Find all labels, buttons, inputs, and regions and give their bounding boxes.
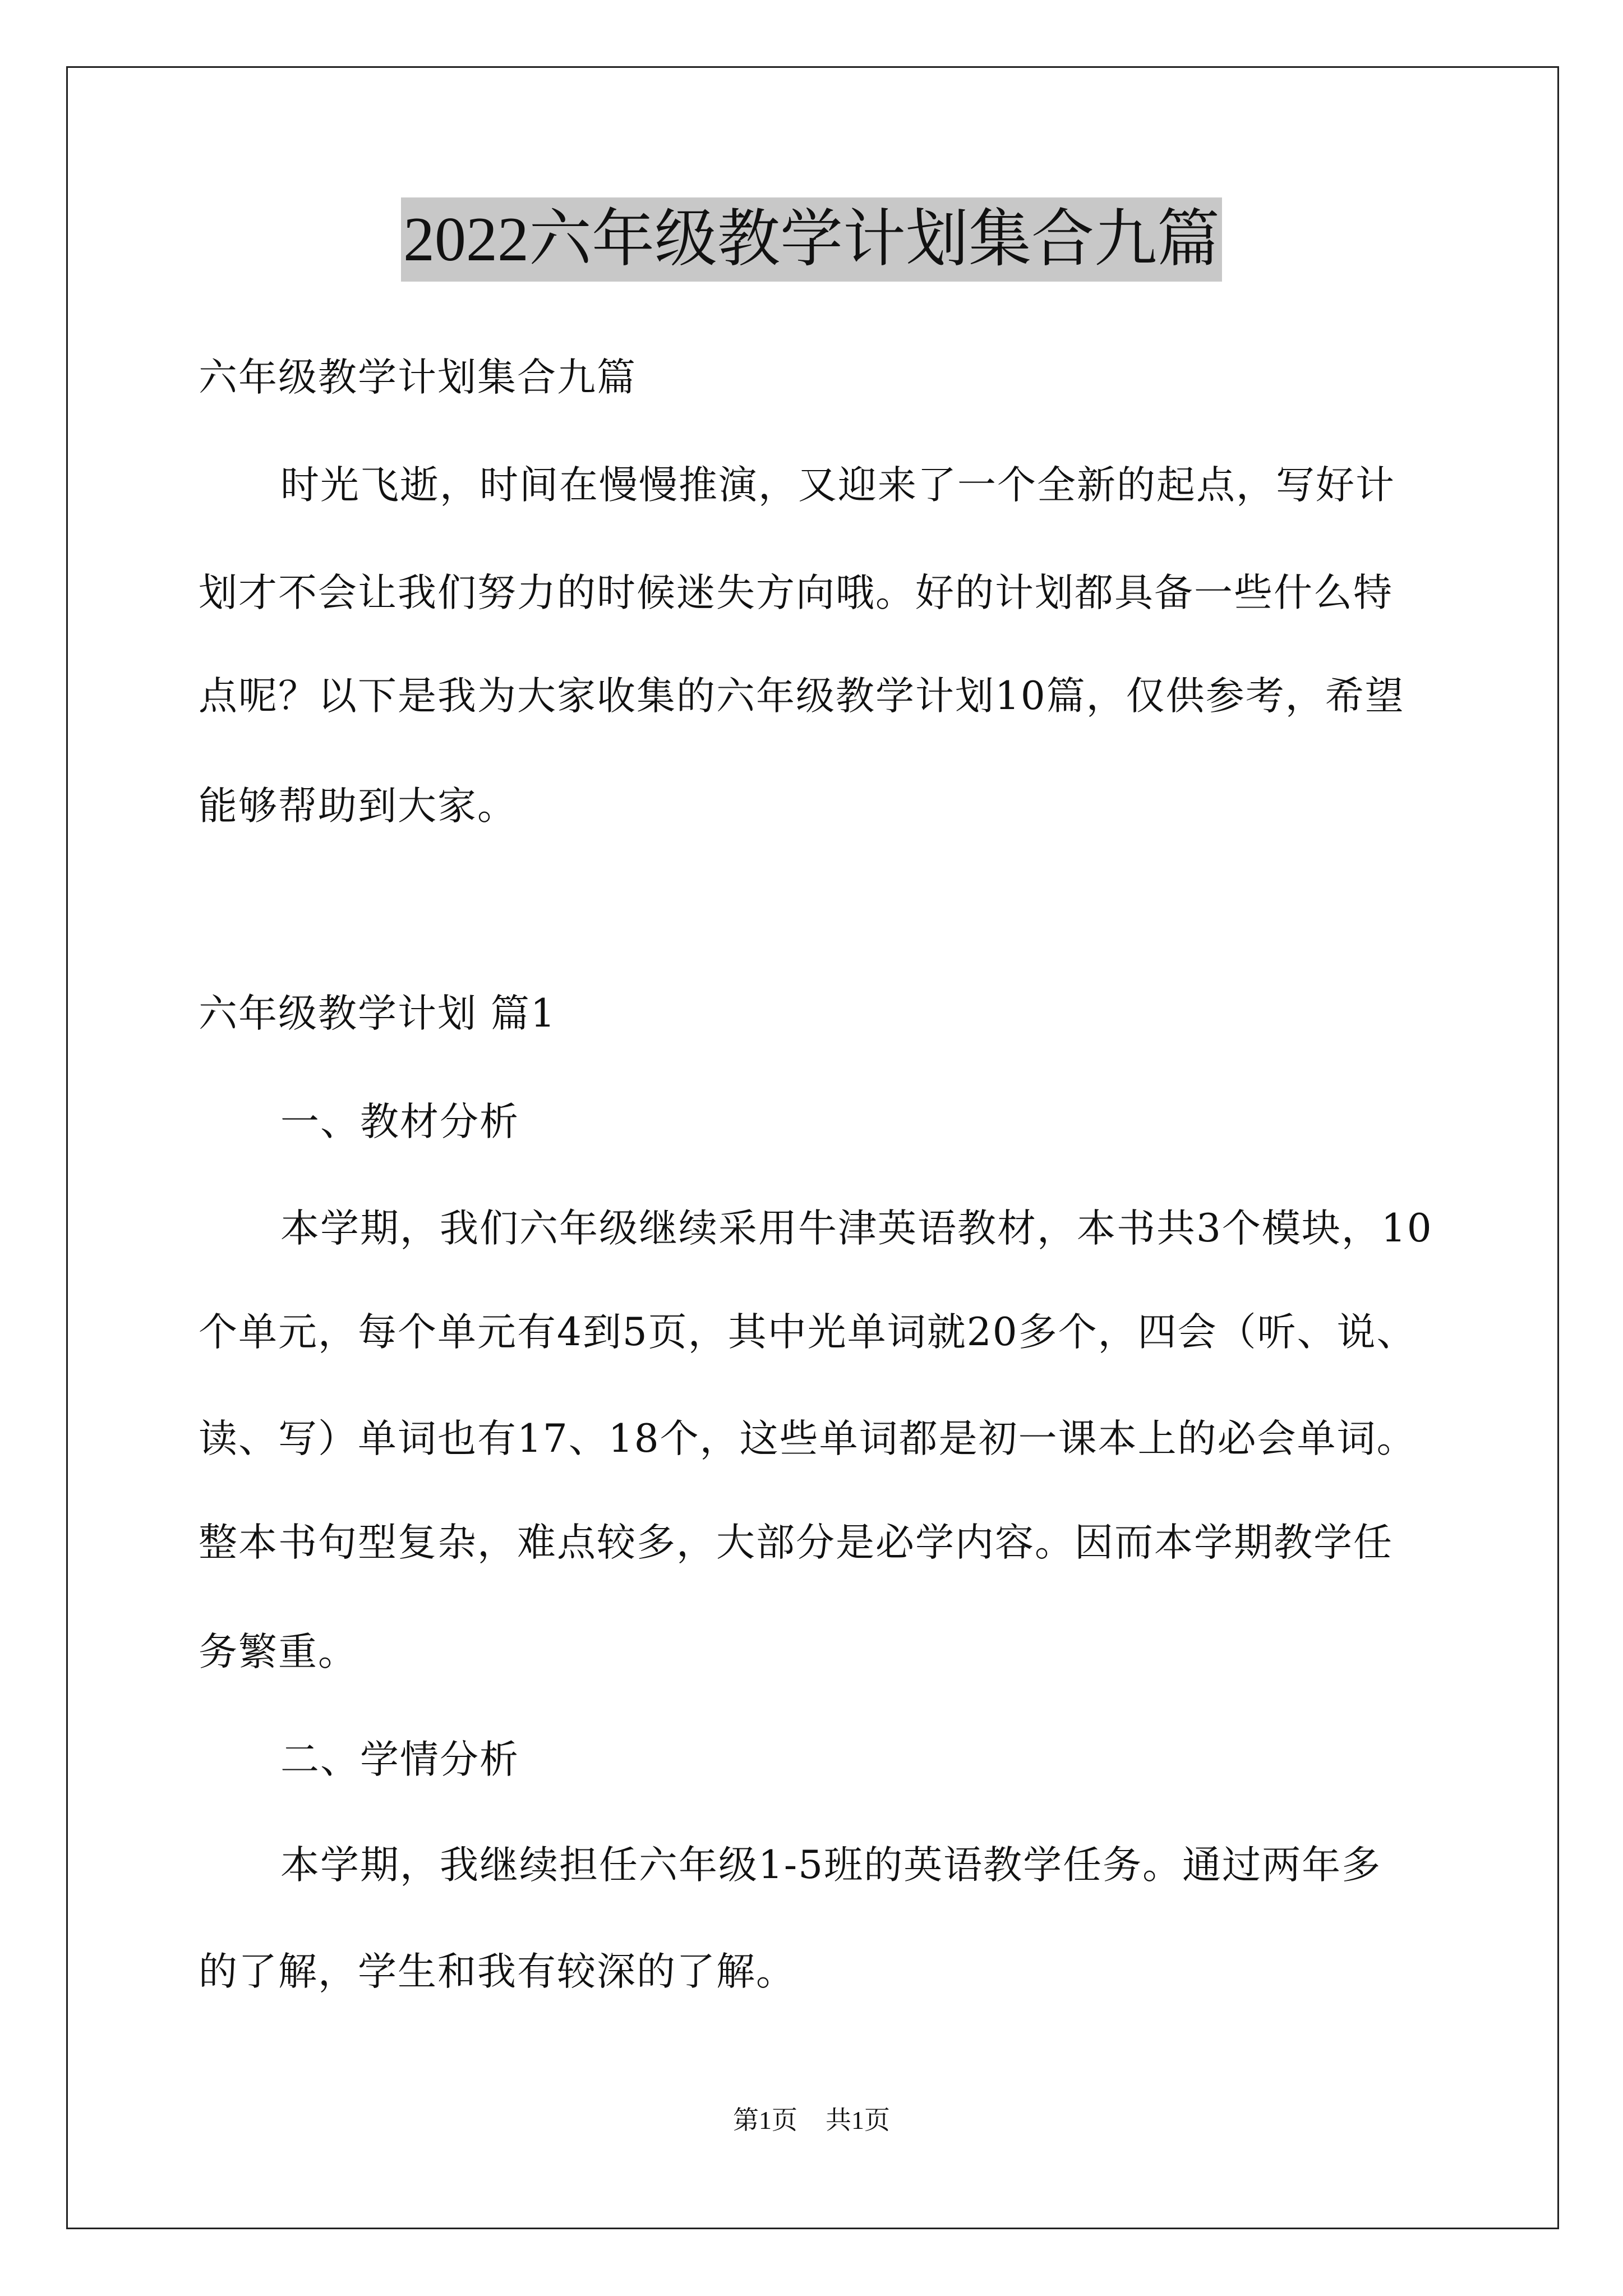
para-1-line-3: 读、写）单词也有17、18个，这些单词都是初一课本上的必会单词。 [199,1416,1417,1461]
intro-line-4: 能够帮助到大家。 [199,784,517,829]
para-1-line-4: 整本书句型复杂，难点较多，大部分是必学内容。因而本学期教学任 [199,1520,1393,1565]
page-number: 第1页 [733,2106,797,2134]
para-1-line-2: 个单元，每个单元有4到5页，其中光单词就20多个，四会（听、说、 [199,1310,1417,1355]
title-wrap [0,197,1623,282]
page-footer [0,2104,1623,2137]
para-2-line-1: 本学期，我继续担任六年级1-5班的英语教学任务。通过两年多 [280,1843,1382,1888]
para-2-line-2: 的了解，学生和我有较深的了解。 [199,1949,796,1994]
para-1-line-1: 本学期，我们六年级继续采用牛津英语教材，本书共3个模块，10 [280,1206,1433,1251]
document-title: 2022六年级教学计划集合九篇 [401,197,1222,282]
intro-line-3: 点呢？以下是我为大家收集的六年级教学计划10篇，仅供参考，希望 [199,674,1405,719]
page-total: 共1页 [826,2106,890,2134]
para-1-line-5: 务繁重。 [199,1630,358,1674]
subtitle: 六年级教学计划集合九篇 [199,355,637,400]
heading-student-analysis: 二、学情分析 [280,1737,519,1782]
intro-line-2: 划才不会让我们努力的时候迷失方向哦。好的计划都具备一些什么特 [199,570,1393,615]
intro-line-1: 时光飞逝，时间在慢慢推演，又迎来了一个全新的起点，写好计 [280,463,1395,508]
section-title: 六年级教学计划 篇1 [199,991,556,1036]
heading-textbook-analysis: 一、教材分析 [280,1099,519,1144]
